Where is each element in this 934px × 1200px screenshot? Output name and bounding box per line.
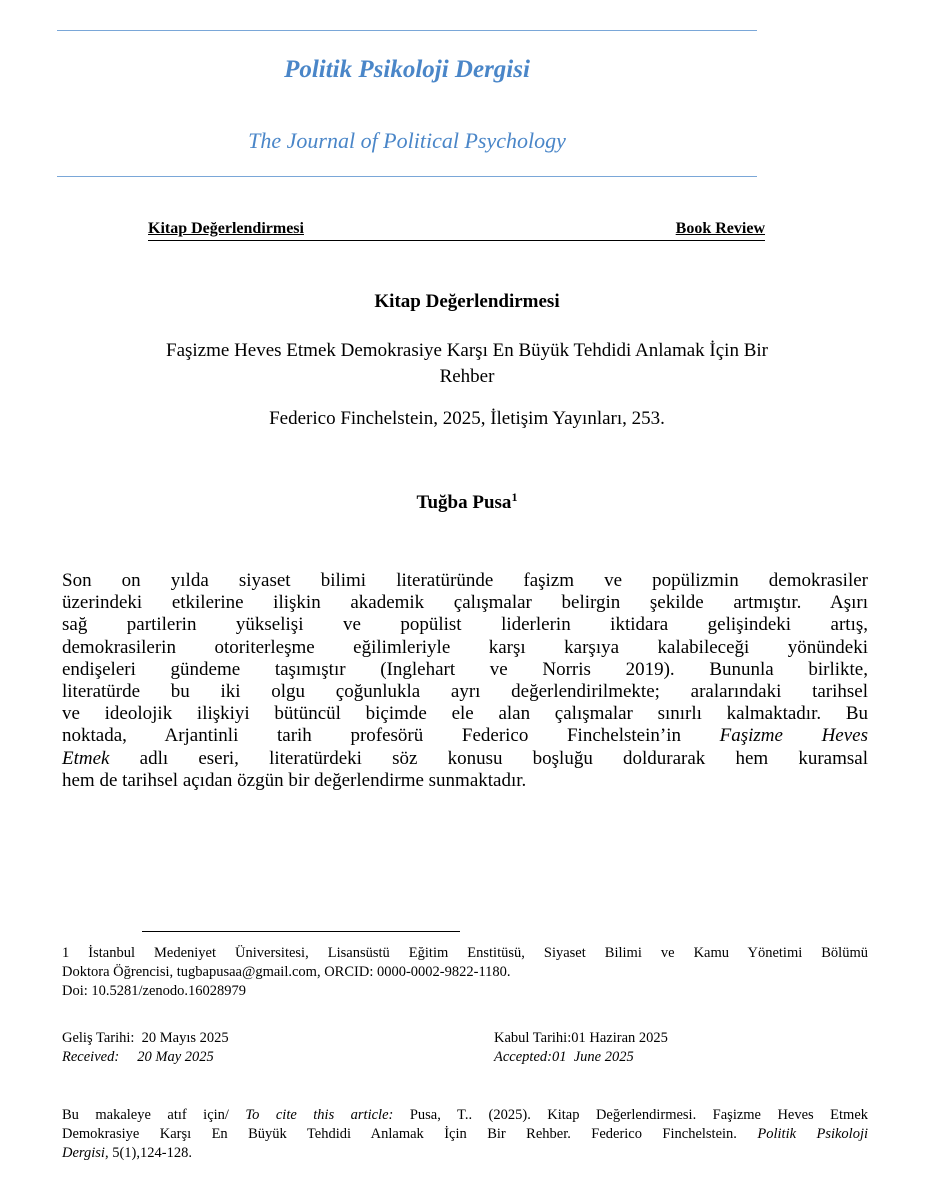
abstract-line: literatürde bu iki olgu çoğunlukla ayrı değerlendirilmekte; aralarındaki tarihsel <box>62 680 868 702</box>
author-footnote-marker: 1 <box>511 490 518 504</box>
citation-text: Pusa, T.. (2025). Kitap Değerlendirmesi. Faşizme Heves Etmek <box>409 1107 869 1123</box>
journal-name-en: The Journal of Political Psychology <box>248 128 566 153</box>
abstract-text: noktada, Arjantinli tarih profesörü Federico Finchelstein’in <box>62 725 681 747</box>
footnote-line: Doktora Öğrencisi, tugbapusaa@gmail.com, ORCID: 0000-0002-9822-1180. <box>62 964 511 980</box>
author-line <box>40 490 894 514</box>
accepted-date-en: Accepted:01 June 2025 <box>494 1049 634 1065</box>
section-label-tr: Kitap Değerlendirmesi <box>148 220 304 237</box>
abstract-line: Son on yılda siyaset bilimi literatüründe faşizm ve popülizmin demokrasiler <box>62 570 868 591</box>
received-dates <box>62 1029 229 1067</box>
abstract-line: sağ partilerin yükselişi ve popülist liderlerin iktidara gelişindeki artış, <box>62 614 868 636</box>
footnote-line: 1 İstanbul Medeniyet Üniversitesi, Lisansüstü Eğitim Enstitüsü, Siyaset Bilimi ve Kamu Yönetimi Bölümü <box>62 945 868 961</box>
book-title-line: Faşizme Heves Etmek Demokrasiye Karşı En Büyük Tehdidi Anlamak İçin Bir <box>166 340 768 361</box>
citation <box>62 1106 868 1163</box>
book-title-italic: Faşizme Heves <box>719 725 869 747</box>
section-header <box>148 220 765 241</box>
abstract-line: hem de tarihsel açıdan özgün bir değerlendirme sunmaktadır. <box>62 769 527 791</box>
citation-volume: , 5(1),124-128. <box>104 1145 192 1161</box>
footnote-doi: Doi: 10.5281/zenodo.16028979 <box>62 983 247 999</box>
abstract-line <box>62 725 868 747</box>
book-info: Federico Finchelstein, 2025, İletişim Yayınları, 253. <box>269 408 665 429</box>
book-title-line: Rehber <box>439 366 495 387</box>
abstract-line <box>62 748 868 770</box>
abstract-line: ve ideolojik ilişkiyi bütüncül biçimde ele alan çalışmalar sınırlı kalmaktadır. Bu <box>62 703 868 725</box>
journal-bottom-rule <box>57 176 757 177</box>
citation-prefix-en: To cite this article: <box>245 1107 394 1123</box>
footnote <box>62 944 868 1001</box>
received-date-tr: Geliş Tarihi: 20 Mayıs 2025 <box>62 1030 229 1046</box>
accepted-dates <box>494 1029 668 1067</box>
abstract-paragraph <box>62 570 868 792</box>
citation-journal: Politik Psikoloji <box>757 1126 869 1142</box>
abstract-text: adlı eseri, literatürdeki söz konusu boşluğu doldurarak hem kuramsal <box>139 747 868 769</box>
journal-name-tr: Politik Psikoloji Dergisi <box>284 56 530 83</box>
citation-line <box>62 1125 868 1144</box>
top-rule <box>57 30 757 31</box>
abstract-line: endişeleri gündeme taşımıştır (Inglehart ve Norris 2019). Bununla birlikte, <box>62 658 868 680</box>
citation-line <box>62 1106 868 1125</box>
section-label-en: Book Review <box>675 220 765 237</box>
received-date-en: Received: 20 May 2025 <box>62 1049 214 1065</box>
citation-journal: Dergisi <box>62 1145 105 1161</box>
footnote-separator <box>142 931 460 932</box>
review-heading: Kitap Değerlendirmesi <box>374 291 560 312</box>
book-title-italic: Etmek <box>62 747 110 769</box>
citation-text: Demokrasiye Karşı En Büyük Tehdidi Anlamak İçin Bir Rehber. Federico Finchelstein. <box>62 1126 737 1142</box>
book-title <box>40 338 894 390</box>
citation-line <box>62 1144 868 1163</box>
accepted-date-tr: Kabul Tarihi:01 Haziran 2025 <box>494 1030 668 1046</box>
author-name: Tuğba Pusa <box>416 492 512 513</box>
abstract-line: üzerindeki etkilerine ilişkin akademik çalışmalar belirgin şekilde artmıştır. Aşırı <box>62 592 868 614</box>
abstract-line: demokrasilerin otoriterleşme eğilimleriyle karşı karşıya kalabileceği yönündeki <box>62 636 868 658</box>
citation-prefix: Bu makaleye atıf için/ <box>62 1107 229 1123</box>
